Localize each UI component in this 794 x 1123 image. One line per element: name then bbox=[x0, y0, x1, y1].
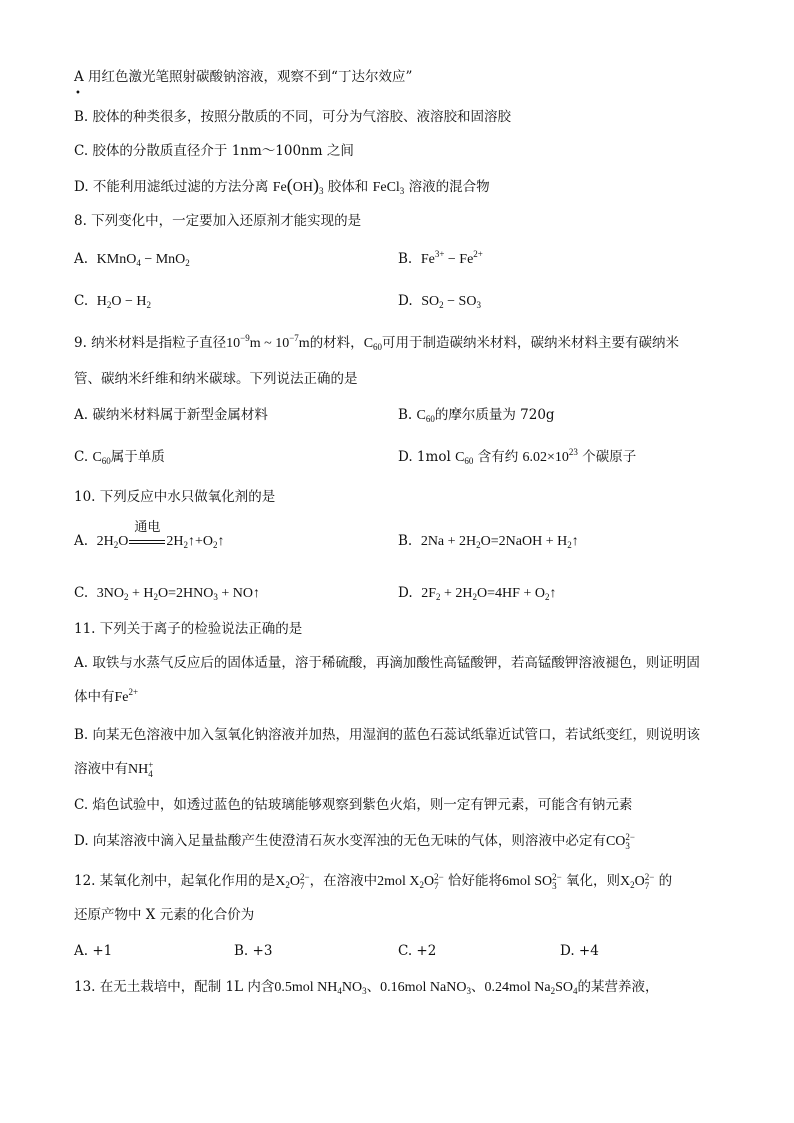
q10-option-b: B. $2Na + 2H_2O=2NaOH$ + $H_2↑$ bbox=[398, 533, 579, 550]
q10-stem: 10. 下列反应中水只做氧化剂的是 bbox=[74, 489, 276, 505]
q9-option-a: A. 碳纳米材料属于新型金属材料 bbox=[74, 407, 268, 423]
q7-option-a: A 用红色激光笔照射碳酸钠溶液，观察不到“丁达尔效应” bbox=[74, 69, 413, 85]
q7-option-c: C. 胶体的分散质直径介于 1nm～100nm 之间 bbox=[74, 143, 354, 159]
q8-option-d: D. $SO_2 - SO_3$ bbox=[398, 293, 481, 310]
q11-option-b-line1: B. 向某无色溶液中加入氢氧化钠溶液并加热，用湿润的蓝色石蕊试纸靠近试管口，若试纸变红，则说明该 bbox=[74, 727, 701, 743]
q7-option-b: B. 胶体的种类很多，按照分散质的不同，可分为气溶胶、液溶胶和固溶胶 bbox=[74, 109, 512, 125]
q10-option-d: D. $2F_2 + 2H_2O=4HF$ + $O_2↑$ bbox=[398, 585, 557, 602]
q9-option-c: C. $C_{60}$属于单质 bbox=[74, 449, 165, 466]
q12-option-d: D. +4 bbox=[560, 943, 599, 959]
q9-stem: 9. 纳米材料是指粒子直径$10^{-9}m$ ~ $10^{-7}m$的材料，$C_{60}$可用于制造碳纳米材料，碳纳米材料主要有碳纳米 bbox=[74, 333, 680, 352]
emphasis-dot: • bbox=[75, 88, 81, 99]
q11-option-d: D. 向某溶液中滴入足量盐酸产生使澄清石灰水变浑浊的无色无味的气体，则溶液中必定有CO 2− 3 bbox=[74, 831, 635, 851]
q12-stem-line2: 还原产物中 X 元素的化合价为 bbox=[74, 907, 255, 923]
q11-option-a-line1: A. 取铁与水蒸气反应后的固体适量，溶于稀硫酸，再滴加酸性高锰酸钾，若高锰酸钾溶液褪色，则证明固 bbox=[74, 655, 700, 671]
q11-option-a-line2: 体中有$Fe^{2+}$ bbox=[74, 687, 139, 705]
q12-option-b: B. +3 bbox=[234, 943, 273, 959]
q8-option-c: C. $H_2O - H_2$ bbox=[74, 293, 151, 310]
reaction-condition: 通电 bbox=[129, 532, 165, 550]
q11-stem: 11. 下列关于离子的检验说法正确的是 bbox=[74, 621, 303, 637]
q9-option-b: B. $C_{60}$的摩尔质量为 720g bbox=[398, 407, 555, 424]
q7-option-d: D. 不能利用滤纸过滤的方法分离 $Fe(OH)_3$ 胶体和 FeCl$_3$ 溶液的混合物 bbox=[74, 175, 490, 196]
q9-option-d: D. 1mol $C_{60}$ 含有约 $6.02\times 10^{23}$ 个碳原子 bbox=[398, 447, 637, 466]
q8-option-a: A. KMnO$_4$ − MnO$_2$ bbox=[74, 251, 190, 268]
q13-stem: 13. 在无土栽培中，配制 1L 内含0.5mol $NH_4NO_3$、0.16mol NaNO$_3$、0.24mol $Na_2SO_4$的某营养液， bbox=[74, 979, 659, 996]
q8-option-b: B. $Fe^{3+} - Fe^{2+}$ bbox=[398, 249, 483, 267]
q12-option-c: C. +2 bbox=[398, 943, 437, 959]
q11-option-b-line2: 溶液中有NH + 4 bbox=[74, 759, 154, 779]
q12-stem: 12. 某氧化剂中，起氧化作用的是$X_2O$ 2− 7 ，在溶液中2mol $X_2O$ 2− 7 恰好能将6mol SO 2− 3 氧化，则$X_2O$ 2− 7 的 bbox=[74, 871, 673, 891]
q10-option-a: A. $2H_2O$ 通电 $2H_2↑+O_2↑$ bbox=[74, 520, 225, 550]
q8-stem: 8. 下列变化中，一定要加入还原剂才能实现的是 bbox=[74, 213, 362, 229]
q11-option-c: C. 焰色试验中，如透过蓝色的钴玻璃能够观察到紫色火焰，则一定有钾元素，可能含有钠元素 bbox=[74, 797, 633, 813]
q10-option-c: C. $3NO_2 + H_2O=2HNO_3$ + NO↑ bbox=[74, 585, 260, 602]
q9-stem-line2: 管、碳纳米纤维和纳米碳球。下列说法正确的是 bbox=[74, 371, 358, 387]
q12-option-a: A. +1 bbox=[74, 943, 113, 959]
